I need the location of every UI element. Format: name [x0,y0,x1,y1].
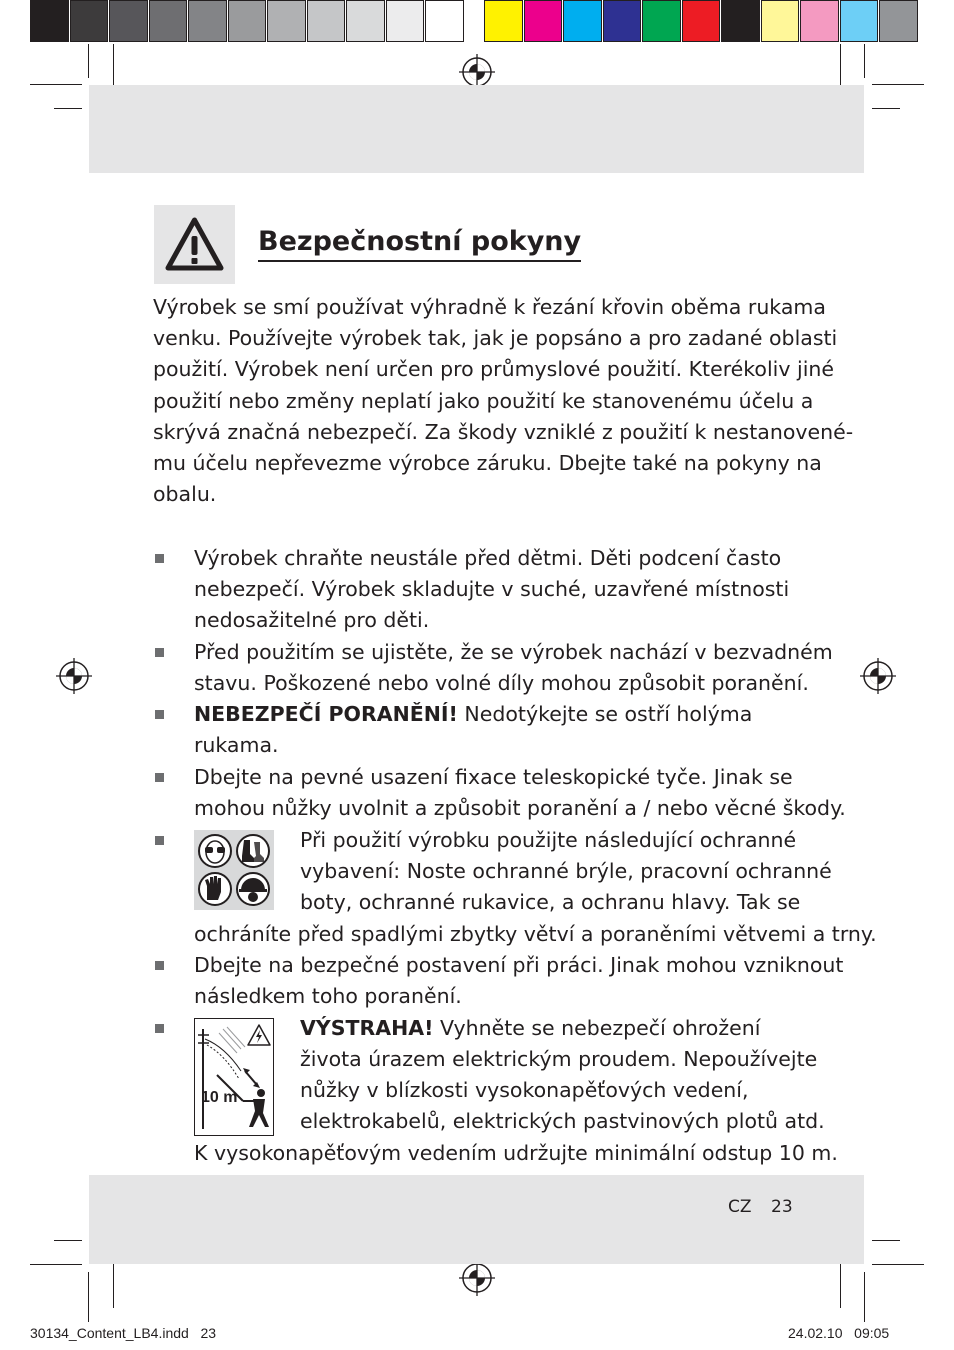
crop-mark [872,1264,924,1265]
bullet-2-line: Před použitím se ujistěte, že se výrobek nachází v bezvadném [194,640,833,664]
safety-helmet-icon [237,873,269,905]
header-band [89,85,864,173]
crop-mark [88,44,89,78]
high-voltage-warning-icon [248,1025,270,1045]
page-language: CZ [728,1197,752,1217]
bullet-5-line: boty, ochranné rukavice, a ochranu hlavy. Tak se [300,890,801,914]
bullet-7-line: nůžky v blízkosti vysokonapěťových vedení, [300,1078,749,1102]
color-swatch [879,0,918,42]
intro-line: mu účelu nepřevezme výrobce záruku. Dbejte také na pokyny na [153,451,822,475]
bullet-6-line: Dbejte na bezpečné postavení při práci. Jinak mohou vzniknout [194,953,844,977]
hatch-lines [219,1027,245,1053]
color-swatch [642,0,681,42]
gray-swatch [149,0,188,42]
color-swatch [484,0,523,42]
safety-boots-icon [237,835,269,867]
bullet-7-line: života úrazem elektrickým proudem. Nepoužívejte [300,1047,818,1071]
warning-icon-box [154,205,235,284]
gray-swatch [109,0,148,42]
distance-arrow-icon [243,1068,260,1088]
bullet-7-text: Vyhněte se nebezpečí ohrožení [433,1016,761,1040]
crop-mark [113,1258,114,1308]
crop-mark [864,1272,865,1322]
footer-band [89,1175,864,1264]
crop-mark [872,108,900,109]
crop-mark [54,1240,82,1241]
intro-line: venku. Používejte výrobek tak, jak je popsáno a pro zadané oblasti [153,326,838,350]
color-swatch [761,0,800,42]
crop-mark [872,84,924,85]
bullet-marker [155,961,164,970]
distance-label: 10 m [201,1089,238,1106]
bullet-marker [155,773,164,782]
gray-swatch [30,0,69,42]
bullet-4-line: mohou nůžky uvolnit a způsobit poranění a / nebo věcné škody. [194,796,846,820]
crop-mark [30,84,82,85]
safety-gloves-icon [199,873,231,905]
protective-equipment-pictogram [194,830,274,910]
page-number: 23 [771,1197,793,1217]
bullet-7-line: elektrokabelů, elektrických pastvinových plotů atd. [300,1109,825,1133]
registration-mark-icon [459,1260,495,1296]
slug-filename: 30134_Content_LB4.indd 23 [30,1325,217,1341]
slug-datetime: 24.02.10 09:05 [788,1325,890,1341]
color-swatch [721,0,760,42]
warning-triangle-icon [154,205,235,284]
bullet-6-line: následkem toho poranění. [194,984,462,1008]
color-swatch [800,0,839,42]
crop-mark [864,44,865,78]
color-swatch [603,0,642,42]
crop-mark [88,1272,89,1322]
gray-swatch [386,0,425,42]
gray-swatch [425,0,464,42]
color-swatch [682,0,721,42]
bullet-7-line [300,1013,760,1044]
power-pole-icon [198,1029,241,1129]
bullet-marker [155,648,164,657]
worker-icon [243,1089,269,1127]
crop-mark [840,1258,841,1308]
bullet-3-line: rukama. [194,733,279,757]
section-title: Bezpečnostní pokyny [258,224,581,262]
gray-swatch [228,0,267,42]
crop-mark [30,1264,82,1265]
bullet-1-line: Výrobek chraňte neustále před dětmi. Děti podcení často [194,546,782,570]
intro-line: použití nebo změny neplatí jako použití ke stanovenému účelu a [153,389,814,413]
crop-mark [54,108,82,109]
intro-line: použití. Výrobek není určen pro průmyslové použití. Kterékoliv jiné [153,357,835,381]
bullet-1-line: nedosažitelné pro děti. [194,608,430,632]
intro-line: obalu. [153,482,217,506]
bullet-5-line: Při použití výrobku použijte následující ochranné [300,828,797,852]
intro-line: skrývá značná nebezpečí. Za škody vzniklé z použití k nestanovené- [153,420,854,444]
color-swatch [524,0,563,42]
color-swatch [840,0,879,42]
bullet-5-line: vybavení: Noste ochranné brýle, pracovní ochranné [300,859,832,883]
crop-mark [872,1240,900,1241]
bullet-3-text: Nedotýkejte se ostří holýma [457,702,753,726]
bullet-3-line [194,699,752,730]
bullet-5-line: ochráníte před spadlými zbytky větví a poraněními větvemi a trny. [194,922,877,946]
danger-label: NEBEZPEČÍ PORANĚNÍ! [194,702,458,726]
intro-line: Výrobek se smí používat výhradně k řezání křovin oběma rukama [153,295,826,319]
gray-swatch [70,0,109,42]
warning-label: VÝSTRAHA! [300,1016,434,1040]
bullet-7-line: K vysokonapěťovým vedením udržujte minimální odstup 10 m. [194,1141,838,1165]
bullet-4-line: Dbejte na pevné usazení fixace teleskopické tyče. Jinak se [194,765,793,789]
crop-mark [113,44,114,90]
gray-swatch [307,0,346,42]
bullet-marker [155,710,164,719]
gray-swatch [267,0,306,42]
gray-swatch [346,0,385,42]
bullet-1-line: nebezpečí. Výrobek skladujte v suché, uzavřené místnosti [194,577,790,601]
bullet-2-line: stavu. Poškozené nebo volné díly mohou způsobit poranění. [194,671,809,695]
bullet-marker [155,554,164,563]
registration-mark-icon [860,658,896,694]
power-line-distance-pictogram [194,1018,274,1136]
color-swatch [563,0,602,42]
gray-swatch [188,0,227,42]
safety-goggles-icon [199,835,231,867]
bullet-marker [155,836,164,845]
registration-mark-icon [56,658,92,694]
crop-mark [840,44,841,90]
bullet-marker [155,1024,164,1033]
